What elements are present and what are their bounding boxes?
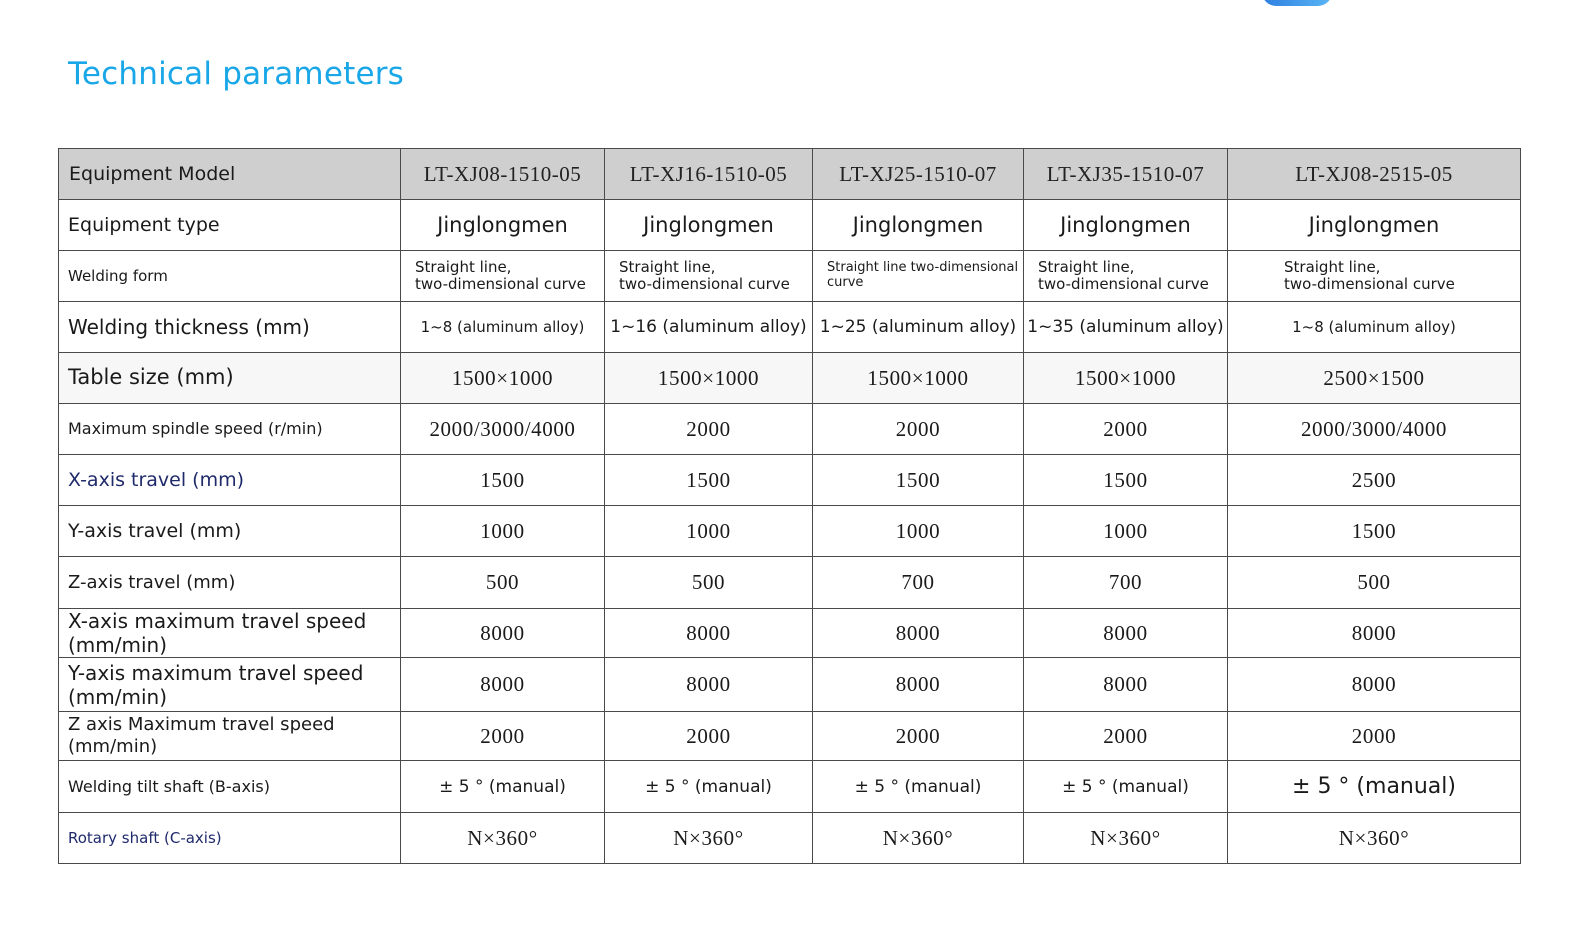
table-row [59,813,1521,864]
table-cell: ± 5 ° (manual) [1024,761,1228,813]
table-cell: 8000 [401,609,605,658]
table-cell: N×360° [813,813,1024,864]
table-cell: ± 5 ° (manual) [401,761,605,813]
table-cell: 8000 [1024,658,1228,712]
table-cell: 1500 [605,455,813,506]
table-row [59,761,1521,813]
header-row [59,149,1521,200]
row-label: X-axis maximum travel speed (mm/min) [59,609,401,658]
table-cell: 1500 [1024,455,1228,506]
row-label: Equipment type [59,200,401,251]
table-cell: N×360° [605,813,813,864]
table-cell: N×360° [1024,813,1228,864]
table-cell: Jinglongmen [1228,200,1521,251]
table-row [59,455,1521,506]
corner-decoration [1262,0,1332,6]
table-cell: 1~8 (aluminum alloy) [1228,302,1521,353]
row-label: Z-axis travel (mm) [59,557,401,609]
table-cell: 2500×1500 [1228,353,1521,404]
row-label: Welding tilt shaft (B-axis) [59,761,401,813]
table-cell: 1500×1000 [605,353,813,404]
table-cell: 700 [1024,557,1228,609]
table-cell: 2000 [1024,712,1228,761]
table-cell: ± 5 ° (manual) [1228,761,1521,813]
table-cell: 1500 [1228,506,1521,557]
table-cell: 8000 [1024,609,1228,658]
table-cell: 1000 [401,506,605,557]
row-label: Table size (mm) [59,353,401,404]
model-name: LT-XJ08-1510-05 [401,149,605,200]
table-cell: 8000 [813,609,1024,658]
table-cell: 1500×1000 [813,353,1024,404]
table-cell: 2000 [813,712,1024,761]
row-label: Welding thickness (mm) [59,302,401,353]
table-cell: 2000 [401,712,605,761]
table-row [59,609,1521,658]
table-cell: 2000 [1228,712,1521,761]
row-label: Z axis Maximum travel speed (mm/min) [59,712,401,761]
table-cell: 1~35 (aluminum alloy) [1024,302,1228,353]
table-cell: Jinglongmen [1024,200,1228,251]
technical-parameters-table [58,148,1521,864]
table-cell: Jinglongmen [813,200,1024,251]
table-cell: N×360° [401,813,605,864]
table-cell: 1500×1000 [1024,353,1228,404]
table-cell: 1000 [605,506,813,557]
table-cell: 2000 [605,712,813,761]
table-cell: ± 5 ° (manual) [605,761,813,813]
table-cell: 8000 [605,658,813,712]
table-cell: 1000 [813,506,1024,557]
table-row [59,251,1521,302]
model-name: LT-XJ08-2515-05 [1228,149,1521,200]
table-cell: 1500×1000 [401,353,605,404]
table-cell: 2000 [813,404,1024,455]
table-cell: 8000 [1228,609,1521,658]
table-row [59,658,1521,712]
row-label: Y-axis travel (mm) [59,506,401,557]
table-row [59,557,1521,609]
table-cell: 2000/3000/4000 [401,404,605,455]
table-row [59,506,1521,557]
table-cell: 700 [813,557,1024,609]
row-label: Maximum spindle speed (r/min) [59,404,401,455]
table-cell: 1000 [1024,506,1228,557]
table-row [59,712,1521,761]
table-cell: Straight line two-dimensional curve [813,251,1024,302]
table-cell: 2000 [1024,404,1228,455]
row-label: Rotary shaft (C-axis) [59,813,401,864]
table-cell: 2000/3000/4000 [1228,404,1521,455]
row-label: Y-axis maximum travel speed (mm/min) [59,658,401,712]
table-cell: 500 [1228,557,1521,609]
table-cell: 2000 [605,404,813,455]
table-cell: 1~8 (aluminum alloy) [401,302,605,353]
model-name: LT-XJ16-1510-05 [605,149,813,200]
table-cell: Straight line, two-dimensional curve [605,251,813,302]
table-cell: 8000 [813,658,1024,712]
table-cell: N×360° [1228,813,1521,864]
table-cell: 500 [605,557,813,609]
table-cell: 8000 [1228,658,1521,712]
table-cell: 1500 [813,455,1024,506]
table-cell: 1~16 (aluminum alloy) [605,302,813,353]
table-cell: Straight line, two-dimensional curve [1228,251,1521,302]
table-cell: 1500 [401,455,605,506]
table-cell: Jinglongmen [605,200,813,251]
table-cell: 8000 [401,658,605,712]
table-cell: 2500 [1228,455,1521,506]
table-cell: 1~25 (aluminum alloy) [813,302,1024,353]
page-title: Technical parameters [68,56,405,92]
table-cell: Straight line, two-dimensional curve [401,251,605,302]
model-name: LT-XJ25-1510-07 [813,149,1024,200]
header-label: Equipment Model [59,149,401,200]
table-row [59,404,1521,455]
table-cell: 500 [401,557,605,609]
table-row [59,302,1521,353]
table-cell: ± 5 ° (manual) [813,761,1024,813]
table-cell: 8000 [605,609,813,658]
table-cell: Jinglongmen [401,200,605,251]
table-row [59,200,1521,251]
row-label: Welding form [59,251,401,302]
table-row [59,353,1521,404]
row-label: X-axis travel (mm) [59,455,401,506]
table-cell: Straight line, two-dimensional curve [1024,251,1228,302]
model-name: LT-XJ35-1510-07 [1024,149,1228,200]
